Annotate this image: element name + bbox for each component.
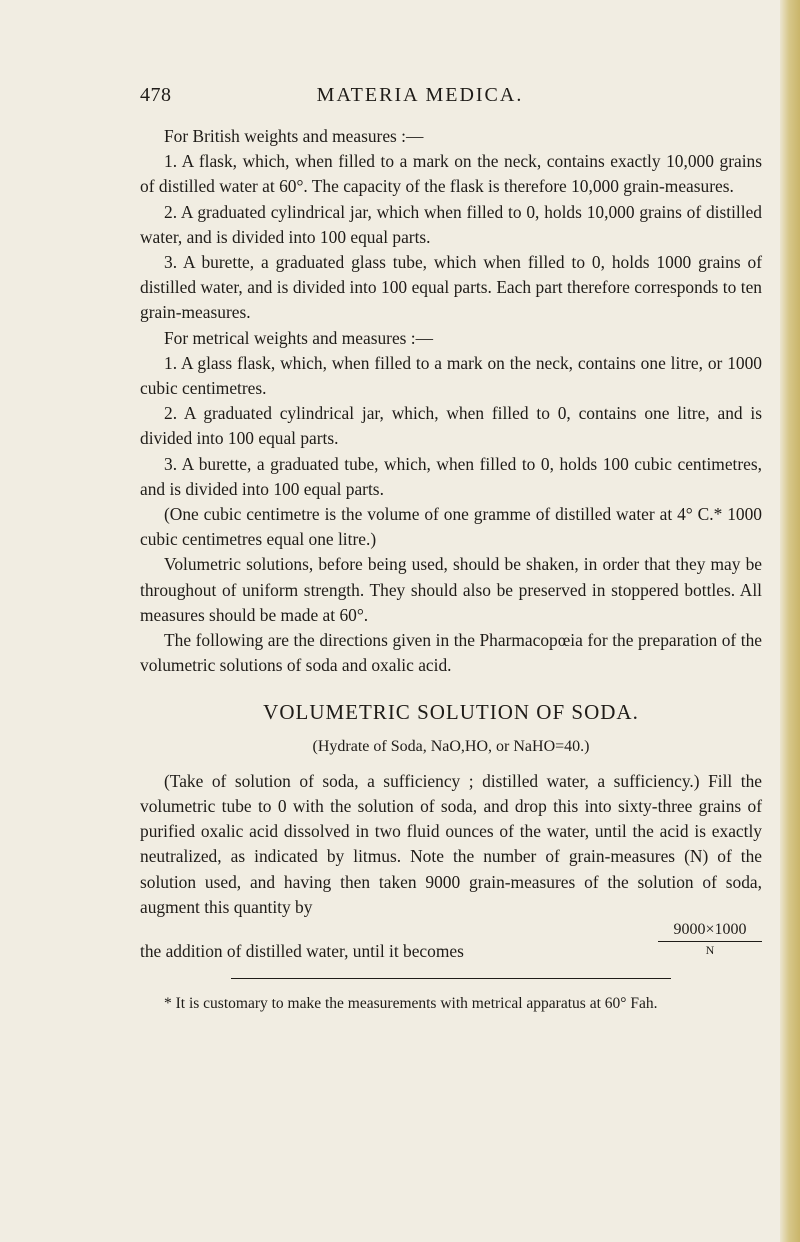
page-edge	[780, 0, 800, 1242]
fraction-numerator: 9000×1000	[658, 920, 762, 942]
paragraph-british-intro: For British weights and measures :—	[164, 126, 424, 146]
dilution-fraction	[658, 920, 762, 958]
paragraph-volumetric-solutions: Volumetric solutions, before being used, should be shaken, in order that they may be throughout of uniform strength. They should also be preserved in stoppered bottles. All measures should be made at 60°.	[140, 554, 762, 625]
paragraph-british-burette: 3. A burette, a graduated glass tube, which when filled to 0, holds 1000 grains of distilled water, and is divided into 100 equal parts. Each part therefore corresponds to ten grain-measures.	[140, 252, 762, 323]
soda-formula: (Hydrate of Soda, NaO,HO, or NaHO=40.)	[312, 737, 590, 755]
paragraph-british-flask: 1. A flask, which, when filled to a mark on the neck, contains exactly 10,000 grains of distilled water at 60°. The capacity of the flask is therefore 10,000 grain-measures.	[140, 151, 762, 197]
paragraph-cubic-centimetre-note: (One cubic centimetre is the volume of one gramme of distilled water at 4° C.* 1000 cubic centimetres equal one litre.)	[140, 504, 762, 550]
paragraph-soda-directions: (Take of solution of soda, a sufficiency ; distilled water, a sufficiency.) Fill the volumetric tube to 0 with the solution of soda, and drop this into sixty-three grains of purified oxalic acid dissolved in two fluid ounces of the water, until the acid is exactly neutralized, as indicated by litmus. Note the number of grain-measures (N) of the solution used, and having then taken 9000 grain-measures of the solution of soda, augment this quantity by	[140, 770, 762, 917]
fraction-line-text: the addition of distilled water, until it becomes	[140, 940, 464, 961]
fraction-denominator: N	[705, 943, 715, 958]
paragraph-metrical-burette: 3. A burette, a graduated tube, which, when filled to 0, holds 100 cubic centimetres, and is divided into 100 equal parts.	[140, 453, 762, 499]
fraction-line	[140, 920, 762, 966]
page-number: 478	[140, 84, 172, 106]
running-title: MATERIA MEDICA.	[316, 84, 524, 106]
paragraph-metrical-intro: For metrical weights and measures :—	[164, 327, 434, 348]
paragraph-british-jar: 2. A graduated cylindrical jar, which when filled to 0, holds 10,000 grains of distilled water, and is divided into 100 equal parts.	[140, 201, 762, 247]
paragraph-metrical-jar: 2. A graduated cylindrical jar, which, when filled to 0, contains one litre, and is divided into 100 equal parts.	[140, 403, 762, 449]
footnote	[140, 993, 762, 1014]
paragraph-pharmacopoeia-directions: The following are the directions given in the Pharmacopœia for the preparation of the volumetric solutions of soda and oxalic acid.	[140, 630, 762, 676]
section-heading: VOLUMETRIC SOLUTION OF SODA.	[263, 700, 639, 725]
body-text	[140, 124, 762, 1014]
page-header	[140, 84, 700, 110]
footnote-rule	[231, 978, 671, 979]
paragraph-metrical-flask: 1. A glass flask, which, when filled to a mark on the neck, contains one litre, or 1000 cubic centimetres.	[140, 352, 762, 399]
footnote-text: * It is customary to make the measurements with metrical apparatus at 60° Fah.	[164, 995, 658, 1013]
